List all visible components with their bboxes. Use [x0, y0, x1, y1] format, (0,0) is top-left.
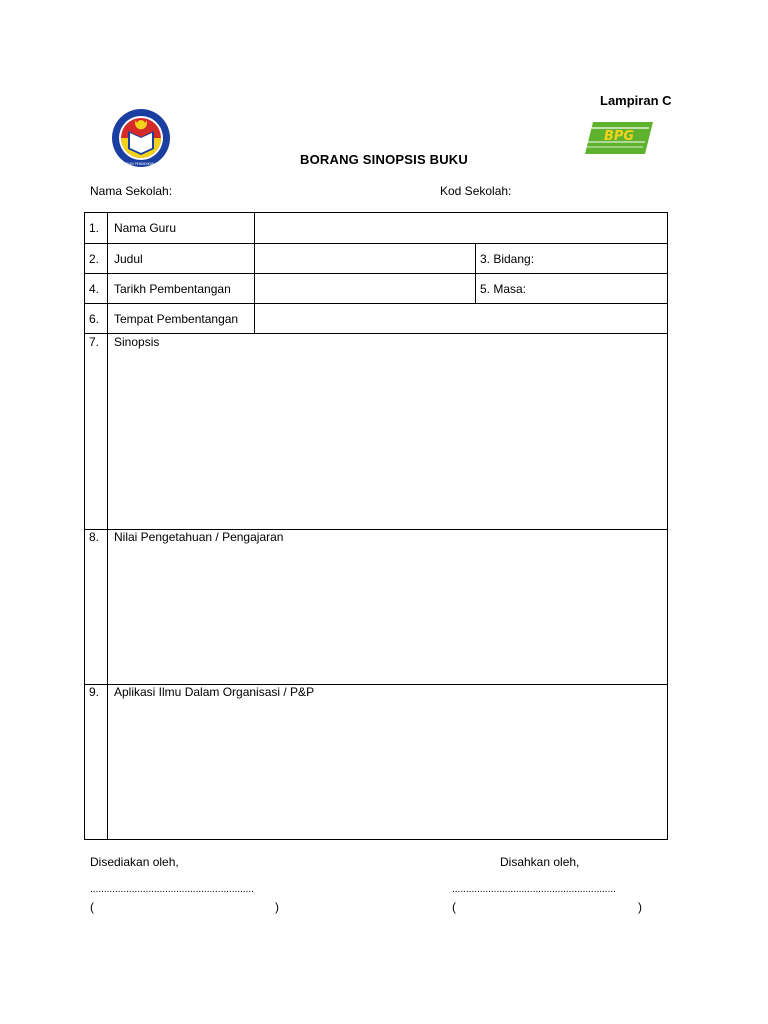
- prepared-name-close-paren: ): [275, 900, 279, 914]
- presentation-date-field[interactable]: [256, 275, 474, 302]
- field-area-label: 3. Bidang:: [480, 252, 535, 266]
- approved-name-open-paren: (: [452, 900, 456, 914]
- approved-name-close-paren: ): [638, 900, 642, 914]
- synopsis-label: Sinopsis: [114, 335, 160, 349]
- row-number: 4.: [89, 282, 100, 296]
- teacher-name-field[interactable]: [256, 214, 666, 242]
- knowledge-value-label: Nilai Pengetahuan / Pengajaran: [114, 530, 284, 544]
- teacher-name-label: Nama Guru: [114, 221, 177, 235]
- knowledge-value-field[interactable]: [109, 546, 665, 683]
- form-title: BORANG SINOPSIS BUKU: [300, 152, 468, 167]
- synopsis-field[interactable]: [109, 350, 665, 528]
- knowledge-application-label: Aplikasi Ilmu Dalam Organisasi / P&P: [114, 685, 315, 699]
- bpg-logo-text: BPG: [603, 129, 635, 144]
- knowledge-application-field[interactable]: [109, 701, 665, 838]
- presentation-date-label: Tarikh Pembentangan: [114, 282, 231, 296]
- presentation-venue-label: Tempat Pembentangan: [114, 312, 239, 326]
- annex-label: Lampiran C: [600, 93, 672, 108]
- approved-signature-line[interactable]: ...........................................................: [452, 884, 616, 895]
- prepared-by-label: Disediakan oleh,: [90, 855, 179, 869]
- school-name-label: Nama Sekolah:: [90, 184, 173, 198]
- bpg-logo: [585, 120, 653, 156]
- prepared-name-field[interactable]: [100, 898, 270, 914]
- synopsis-form-table: [84, 212, 668, 840]
- approved-name-field[interactable]: [462, 898, 632, 914]
- row-number: 8.: [89, 530, 100, 544]
- row-number: 2.: [89, 252, 100, 266]
- approved-by-label: Disahkan oleh,: [500, 855, 580, 869]
- title-field[interactable]: [256, 245, 474, 272]
- row-number: 9.: [89, 685, 100, 699]
- logo-ring-text: KEMENTERIAN PENDIDIKAN MALAYSIA: [110, 162, 172, 166]
- row-number: 7.: [89, 335, 100, 349]
- school-code-label: Kod Sekolah:: [440, 184, 512, 198]
- prepared-signature-line[interactable]: ...........................................................: [90, 884, 254, 895]
- row-number: 1.: [89, 221, 100, 235]
- row-number: 6.: [89, 312, 100, 326]
- presentation-venue-field[interactable]: [256, 305, 666, 332]
- title-label: Judul: [114, 252, 143, 266]
- prepared-name-open-paren: (: [90, 900, 94, 914]
- time-label: 5. Masa:: [480, 282, 527, 296]
